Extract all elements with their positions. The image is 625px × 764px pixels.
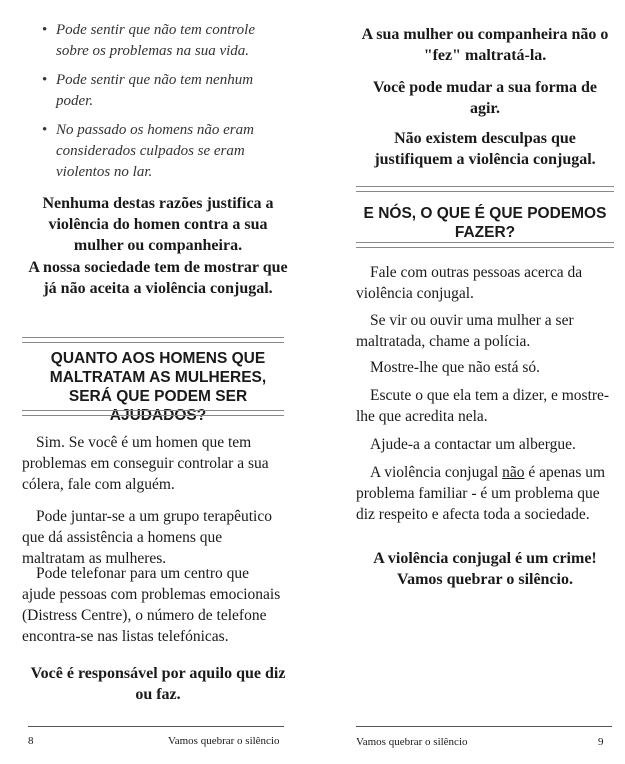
body-text: A violência conjugal <box>370 464 503 481</box>
list-item <box>28 20 288 62</box>
underlined-word: não <box>502 464 525 481</box>
footer-title: Vamos quebrar o silêncio <box>356 736 468 748</box>
heading-rule-top <box>356 186 614 192</box>
footer-rule <box>356 726 612 727</box>
bullet-icon: • <box>42 122 48 138</box>
list-item <box>28 70 288 112</box>
section-heading: QUANTO AOS HOMENS QUE MALTRATAM AS MULHERES, SERÁ QUE PODEM SER AJUDADOS? <box>49 350 267 424</box>
body-paragraph <box>356 462 614 525</box>
emphasis-paragraph: Você é responsável por aquilo que diz ou faz. <box>30 665 286 703</box>
heading-rule-top <box>22 337 284 343</box>
page-number: 9 <box>598 736 604 748</box>
list-item-text: No passado os homens não eram considerados culpados se eram violentos no lar. <box>56 122 254 180</box>
emphasis-paragraph: Você pode mudar a sua forma de agir. <box>372 79 597 117</box>
emphasis-paragraph: A nossa sociedade tem de mostrar que já não aceita a violência conjugal. <box>28 259 288 297</box>
emphasis-paragraph: Não existem desculpas que justifiquem a violência conjugal. <box>374 130 596 168</box>
body-paragraph: Ajude-a a contactar um albergue. <box>370 436 576 453</box>
heading-rule-bottom <box>22 410 284 416</box>
section-heading: E NÓS, O QUE É QUE PODEMOS FAZER? <box>363 205 607 241</box>
body-paragraph: Pode telefonar para um centro que ajude pessoas com problemas emocionais (Distress Centre), o número de telefone encontra-se nas listas telefónicas. <box>22 565 281 645</box>
body-paragraph: Escute o que ela tem a dizer, e mostre-lhe que acredita nela. <box>356 387 610 425</box>
footer-rule <box>28 726 284 727</box>
body-text: é apenas um problema familiar - é um problema que diz respeito e afecta toda a sociedade. <box>356 464 606 523</box>
emphasis-paragraph: A sua mulher ou companheira não o "fez" maltratá-la. <box>361 26 609 64</box>
heading-rule-bottom <box>356 242 614 248</box>
body-paragraph: Pode juntar-se a um grupo terapêutico que dá assistência a homens que maltratam as mulheres. <box>22 508 272 567</box>
body-paragraph: Fale com outras pessoas acerca da violência conjugal. <box>356 264 583 302</box>
emphasis-paragraph: Nenhuma destas razões justifica a violência do homen contra a sua mulher ou companheira. <box>42 195 274 254</box>
list-item <box>28 120 288 183</box>
page-number: 8 <box>28 735 34 747</box>
footer-title: Vamos quebrar o silêncio <box>168 735 280 747</box>
body-paragraph: Sim. Se você é um homen que tem problemas em conseguir controlar a sua cólera, fale com alguém. <box>22 434 269 493</box>
body-paragraph: Se vir ou ouvir uma mulher a ser maltratada, chame a polícia. <box>356 312 574 350</box>
list-item-text: Pode sentir que não tem nenhum poder. <box>56 72 254 109</box>
bullet-icon: • <box>42 72 48 88</box>
bullet-list <box>28 20 288 191</box>
emphasis-paragraph: A violência conjugal é um crime! Vamos quebrar o silêncio. <box>373 550 597 588</box>
body-paragraph: Mostre-lhe que não está só. <box>370 359 541 376</box>
list-item-text: Pode sentir que não tem controle sobre os problemas na sua vida. <box>56 22 255 59</box>
bullet-icon: • <box>42 22 48 38</box>
